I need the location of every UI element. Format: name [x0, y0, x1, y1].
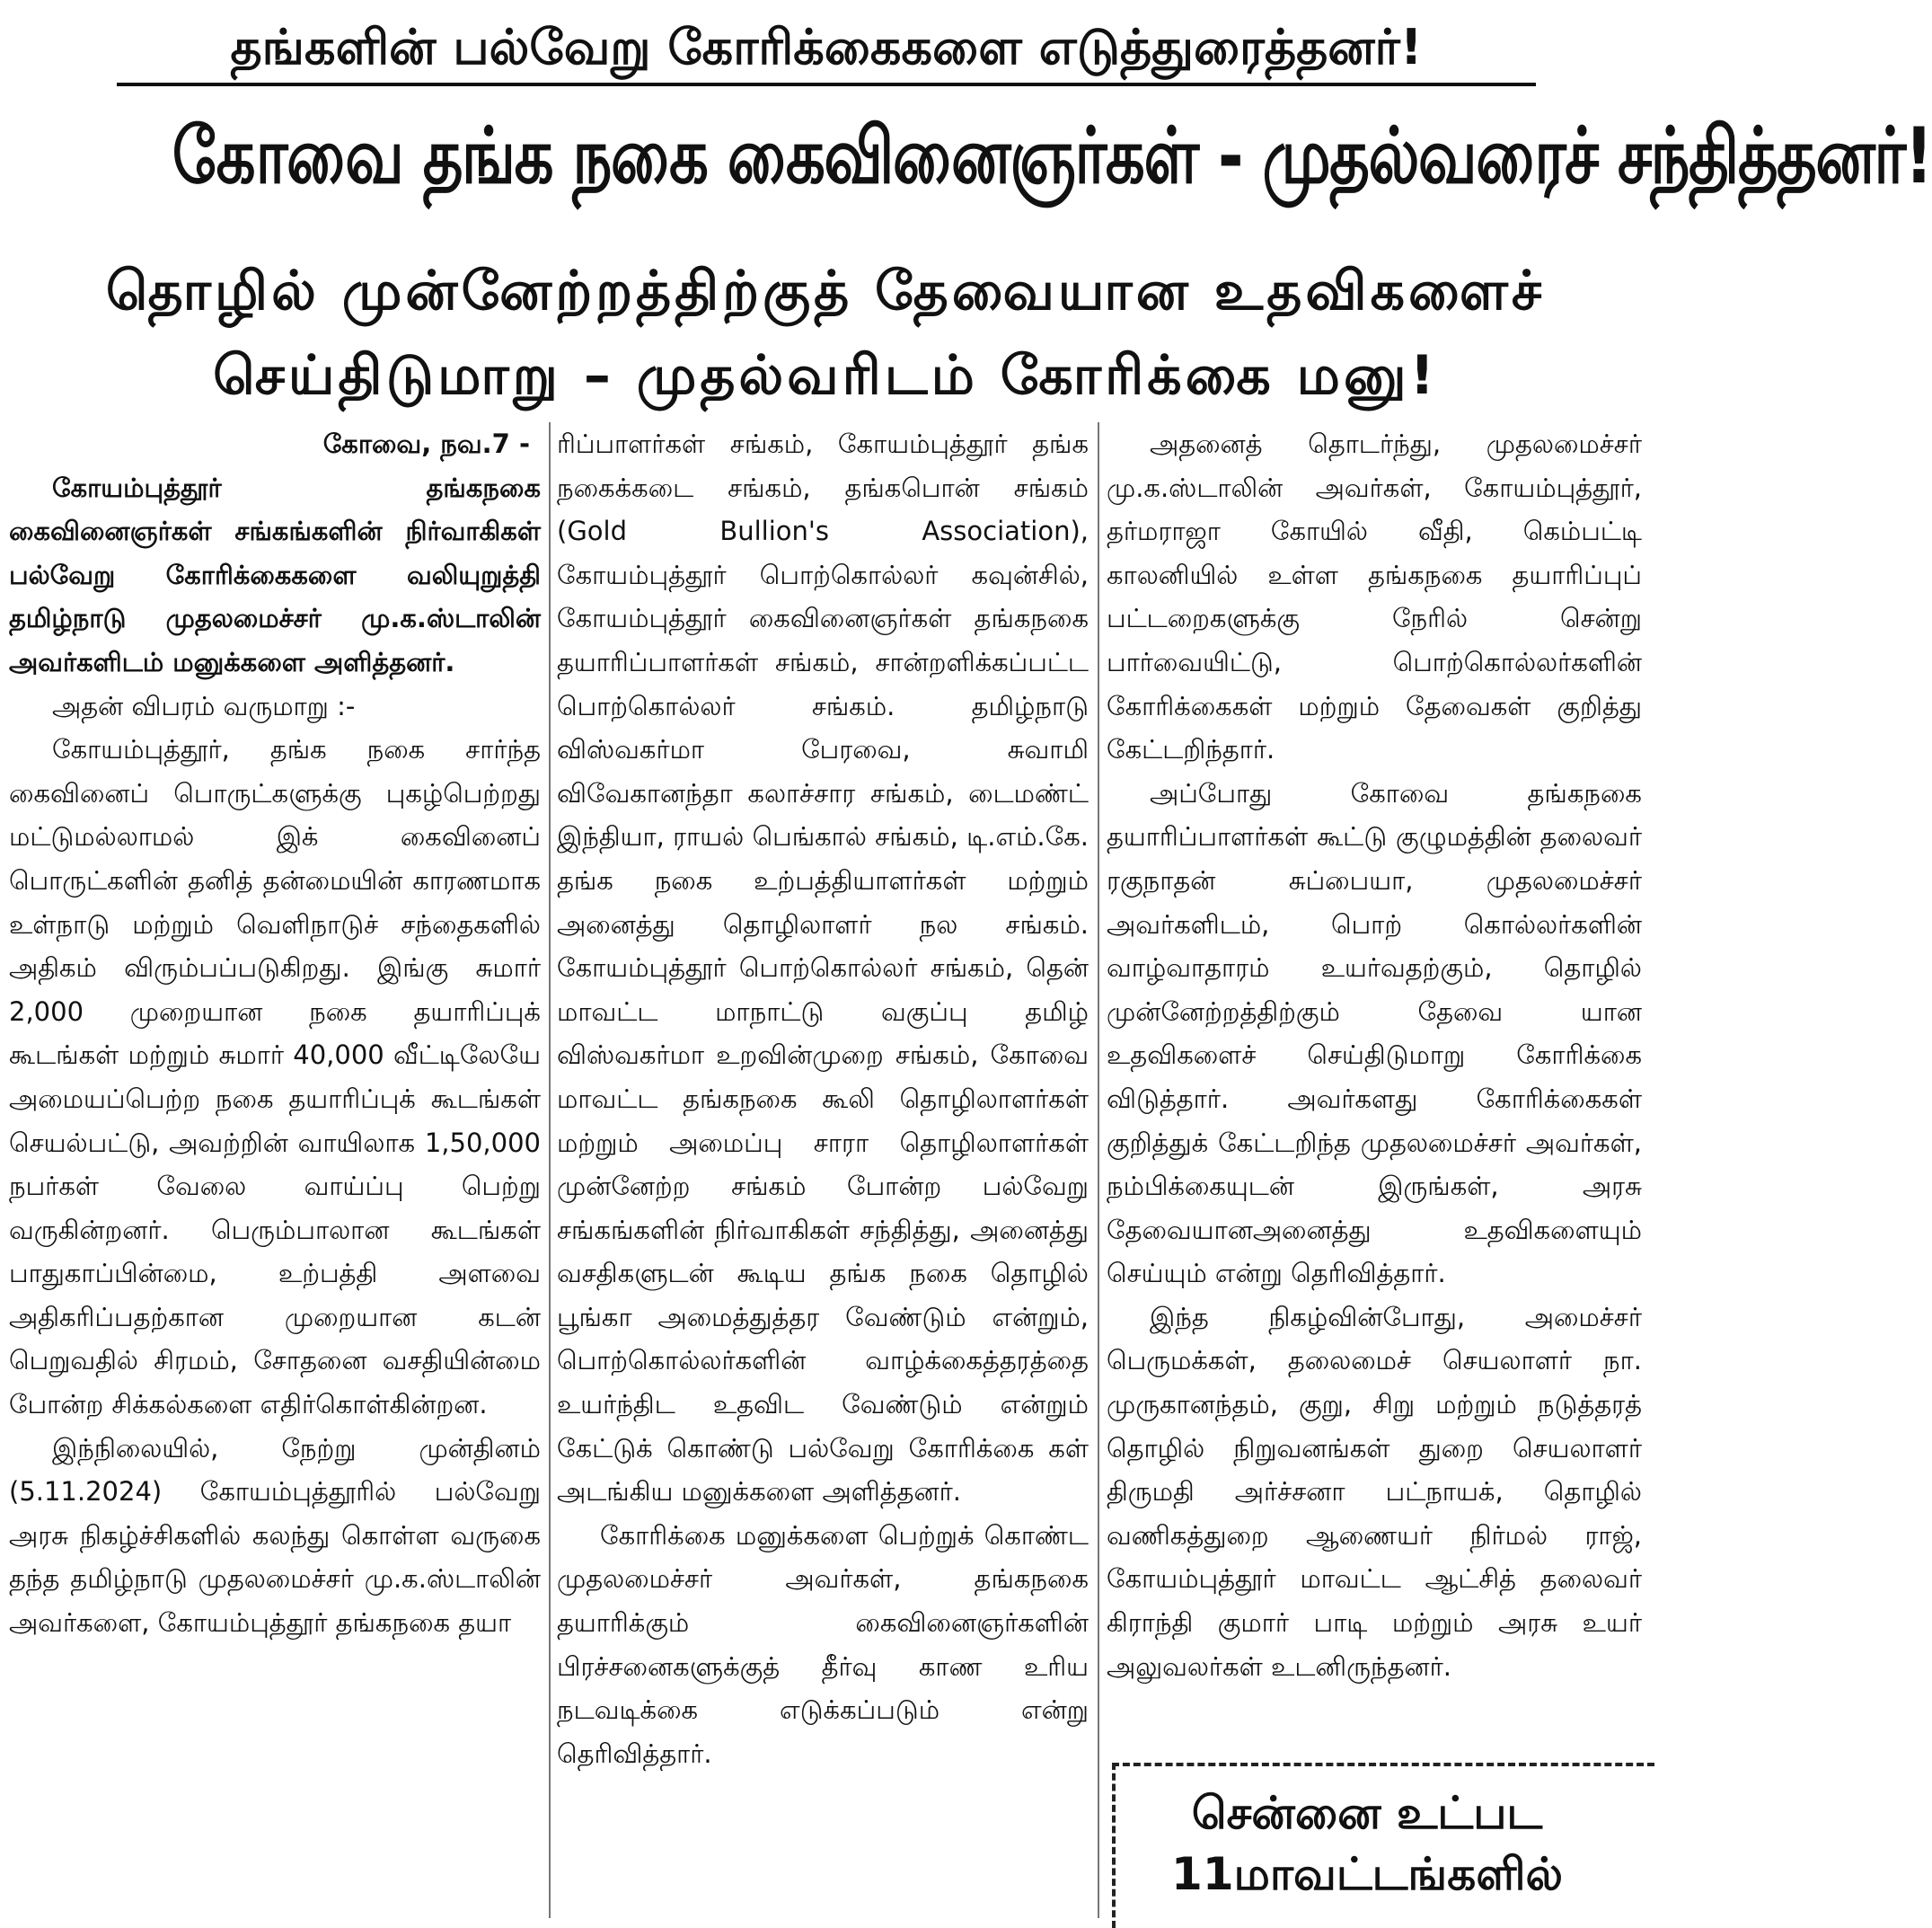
column-3-paragraph-2: அப்போது கோவை தங்கநகை தயாரிப்பாளர்கள் கூட்டு குழுமத்தின் தலைவர் ரகுநாதன் சுப்பையா, முதலமைச்சர் அவர்களிடம், பொற் கொல்லர்களின் வாழ்வாதாரம் உயர்வதற்கும், தொழில் முன்னேற்றத்திற்கும் தேவை யான உதவிகளைச் செய்திடுமாறு கோரிக்கை விடுத்தார். அவர்களது கோரிக்கைகள் குறித்துக் கேட்டறிந்த முதலமைச்சர் அவர்கள், நம்பிக்கையுடன் இருங்கள், அரசு தேவையானஅனைத்து உதவிகளையும் செய்யும் என்று தெரிவித்தார். — [1107, 777, 1642, 1289]
subheadline-line-1: தொழில் முன்னேற்றத்திற்குத் தேவையான உதவிகளைச் — [105, 260, 1546, 323]
kicker-headline: தங்களின் பல்வேறு கோரிக்கைகளை எடுத்துரைத்தனர்! — [117, 16, 1536, 86]
article-column-1 — [9, 422, 541, 1918]
column-1-paragraph-3: இந்நிலையில், நேற்று முன்தினம் (5.11.2024) கோயம்புத்தூரில் பல்வேறு அரசு நிகழ்ச்சிகளில் கலந்து கொள்ள வருகை தந்த தமிழ்நாடு முதலமைச்சர் மு.க.ஸ்டாலின் அவர்களை, கோயம்புத்தூர் தங்கநகை தயா — [9, 1432, 541, 1639]
column-divider-1 — [549, 422, 551, 1918]
article-column-2 — [557, 422, 1089, 1918]
column-2-paragraph-1: ரிப்பாளர்கள் சங்கம், கோயம்புத்தூர் தங்க நகைக்கடை சங்கம், தங்கபொன் சங்கம் (Gold Bullion's Association), கோயம்புத்தூர் பொற்கொல்லர் கவுன்சில், கோயம்புத்தூர் கைவினைஞர்கள் தங்கநகை தயாரிப்பாளர்கள் சங்கம், சான்றளிக்கப்பட்ட பொற்கொல்லர் சங்கம். தமிழ்நாடு விஸ்வகர்மா பேரவை, சுவாமி விவேகானந்தா கலாச்சார சங்கம், டைமண்ட் இந்தியா, ராயல் பெங்கால் சங்கம், டி.எம்.கே. தங்க நகை உற்பத்தியாளர்கள் மற்றும் அனைத்து தொழிலாளர் நல சங்கம். கோயம்புத்தூர் பொற்கொல்லர் சங்கம், தென் மாவட்ட மாநாட்டு வகுப்பு தமிழ் விஸ்வகர்மா உறவின்முறை சங்கம், கோவை மாவட்ட தங்கநகை கூலி தொழிலாளர்கள் மற்றும் அமைப்பு சாரா தொழிலாளர்கள் முன்னேற்ற சங்கம் போன்ற பல்வேறு சங்கங்களின் நிர்வாகிகள் சந்தித்து, அனைத்து வசதிகளுடன் கூடிய தங்க நகை தொழில் பூங்கா அமைத்துத்தர வேண்டும் என்றும், பொற்கொல்லர்களின் வாழ்க்கைத்தரத்தை உயர்ந்திட உதவிட வேண்டும் என்றும் கேட்டுக் கொண்டு பல்வேறு கோரிக்கை கள் அடங்கிய மனுக்களை அளித்தனர். — [557, 429, 1089, 1508]
subheadline-line-2: செய்திடுமாறு – முதல்வரிடம் கோரிக்கை மனு! — [213, 344, 1438, 407]
column-divider-2 — [1098, 422, 1099, 1918]
teaser-line-2: 11மாவட்டங்களில் — [1171, 1848, 1563, 1900]
column-3-paragraph-1: அதனைத் தொடர்ந்து, முதலமைச்சர் மு.க.ஸ்டாலின் அவர்கள், கோயம்புத்தூர், தர்மராஜா கோயில் வீதி, கெம்பட்டி காலனியில் உள்ள தங்கநகை தயாரிப்புப் பட்டறைகளுக்கு நேரில் சென்று பார்வையிட்டு, பொற்கொல்லர்களின் கோரிக்கைகள் மற்றும் தேவைகள் குறித்து கேட்டறிந்தார். — [1107, 429, 1642, 765]
column-2-paragraph-2: கோரிக்கை மனுக்களை பெற்றுக் கொண்ட முதலமைச்சர் அவர்கள், தங்கநகை தயாரிக்கும் கைவினைஞர்களின் பிரச்சனைகளுக்குத் தீர்வு காண உரிய நடவடிக்கை எடுக்கப்படும் என்று தெரிவித்தார். — [557, 1519, 1089, 1769]
teaser-headline — [1116, 1782, 1619, 1905]
column-1-paragraph-1: அதன் விபரம் வருமாறு :- — [52, 690, 356, 721]
next-article-teaser-box — [1112, 1763, 1654, 1928]
article-column-3 — [1107, 422, 1642, 1918]
column-3-paragraph-3: இந்த நிகழ்வின்போது, அமைச்சர் பெருமக்கள், தலைமைச் செயலாளர் நா. முருகானந்தம், குறு, சிறு மற்றும் நடுத்தரத் தொழில் நிறுவனங்கள் துறை செயலாளர் திருமதி அர்ச்சனா பட்நாயக், தொழில் வணிகத்துறை ஆணையர் நிர்மல் ராஜ், கோயம்புத்தூர் மாவட்ட ஆட்சித் தலைவர் கிராந்தி குமார் பாடி மற்றும் அரசு உயர் அலுவலர்கள் உடனிருந்தனர். — [1107, 1301, 1642, 1682]
teaser-line-1: சென்னை உட்பட — [1191, 1787, 1543, 1839]
dateline: கோவை, நவ.7 - — [322, 429, 530, 459]
lede-paragraph: கோயம்புத்தூர் தங்கநகை கைவினைஞர்கள் சங்கங்களின் நிர்வாகிகள் பல்வேறு கோரிக்கைகளை வலியுறுத்தி தமிழ்நாடு முதலமைச்சர் மு.க.ஸ்டாலின் அவர்களிடம் மனுக்களை அளித்தனர். — [9, 472, 541, 677]
column-1-paragraph-2: கோயம்புத்தூர், தங்க நகை சார்ந்த கைவினைப் பொருட்களுக்கு புகழ்பெற்றது மட்டுமல்லாமல் இக் கைவினைப் பொருட்களின் தனித் தன்மையின் காரணமாக உள்நாடு மற்றும் வெளிநாடுச் சந்தைகளில் அதிகம் விரும்பப்படுகிறது. இங்கு சுமார் 2,000 முறையான நகை தயாரிப்புக் கூடங்கள் மற்றும் சுமார் 40,000 வீட்டிலேயே அமையப்பெற்ற நகை தயாரிப்புக் கூடங்கள் செயல்பட்டு, அவற்றின் வாயிலாக 1,50,000 நபர்கள் வேலை வாய்ப்பு பெற்று வருகின்றனர். பெரும்பாலான கூடங்கள் பாதுகாப்பின்மை, உற்பத்தி அளவை அதிகரிப்பதற்கான முறையான கடன் பெறுவதில் சிரமம், சோதனை வசதியின்மை போன்ற சிக்கல்களை எதிர்கொள்கின்றன. — [9, 734, 541, 1420]
main-headline: கோவை தங்க நகை கைவினைஞர்கள் - முதல்வரைச் சந்தித்தனர்! — [172, 111, 1932, 201]
